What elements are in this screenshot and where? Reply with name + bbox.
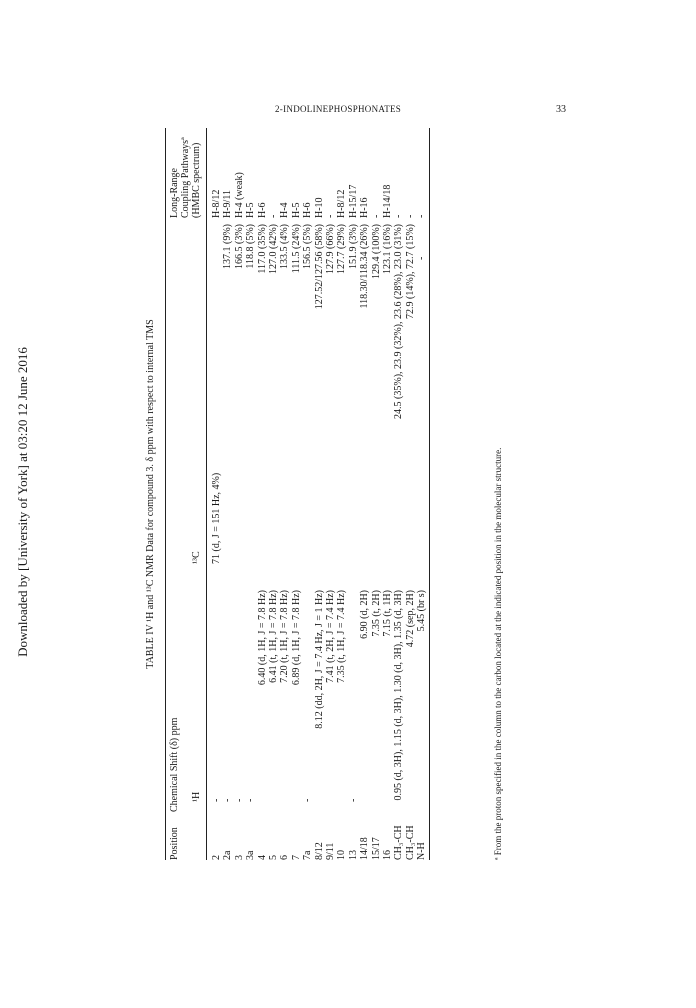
c-shift-cell: 72.9 (14%), 72.7 (15%) — [404, 224, 416, 319]
c-nmr-header: ¹³C — [191, 551, 202, 564]
c-shift-cell: 24.5 (35%), 23.9 (32%), 23.6 (28%), 23.0 (31%) — [393, 224, 405, 419]
h-nmr-header: ¹H — [191, 791, 202, 802]
coupling-header-line3: (HMBC spectrum) — [191, 142, 202, 218]
c-shift-cell: 166.5 (3%) — [233, 224, 245, 269]
c-shift-cell: 127.9 (66%) — [325, 224, 336, 274]
table-row — [222, 128, 233, 860]
table-row — [302, 128, 313, 860]
coupling-cell: - — [268, 214, 279, 218]
table-row — [348, 128, 359, 860]
coupling-cell: H-4 (weak) — [233, 172, 245, 218]
table-footnote: ª From the proton specified in the column to the carbon located at the indicated position in the molecular structure. — [493, 447, 503, 860]
c-shift-cell: - — [416, 256, 428, 260]
coupling-cell: H-8/12 — [211, 189, 222, 218]
c-shift-cell: 127.7 (29%) — [336, 224, 348, 274]
h-shift-cell: 7.15 (t, 1H) — [382, 590, 393, 637]
c-shift-cell: 118.8 (5%) — [245, 224, 257, 269]
c-shift-cell: 127.52/127.56 (58%) — [313, 224, 325, 310]
coupling-cell: H-5 — [290, 202, 302, 218]
table-row — [279, 128, 290, 860]
c-shift-cell: 117.0 (35%) — [256, 224, 268, 274]
coupling-cell: H-8/12 — [336, 189, 348, 218]
h-shift-cell: - — [245, 798, 257, 802]
table-row — [291, 128, 302, 860]
h-shift-cell: - — [347, 798, 359, 802]
coupling-header-line2: Coupling Pathwaysª — [180, 137, 191, 218]
table-row — [234, 128, 245, 860]
position-cell: 3a — [245, 850, 257, 860]
c-shift-cell: 151.9 (3%) — [347, 224, 359, 269]
h-shift-cell: 5.45 (br s) — [416, 590, 428, 632]
position-cell: N-H — [416, 842, 428, 860]
c-shift-cell: 133.5 (4%) — [279, 224, 291, 269]
coupling-cell: H-9/11 — [222, 190, 234, 218]
position-cell: 2 — [211, 855, 222, 860]
h-shift-cell: 8.12 (dd, 2H, J = 7.4 Hz, J = 1 Hz) — [313, 590, 325, 729]
table-row — [405, 128, 416, 860]
coupling-cell: - — [370, 214, 382, 218]
h-shift-cell: 6.41 (t, 1H, J = 7.8 Hz) — [268, 590, 279, 683]
table-row — [336, 128, 347, 860]
position-cell: 4 — [256, 855, 268, 860]
position-cell: 15/17 — [370, 837, 382, 860]
position-cell: 3 — [233, 855, 245, 860]
nmr-table-rotated — [145, 128, 505, 860]
position-cell: 14/18 — [359, 837, 371, 860]
coupling-cell: - — [416, 214, 428, 218]
position-cell: 16 — [382, 850, 393, 860]
table-bottom-rule — [429, 128, 430, 860]
position-cell: CH₃-CH — [404, 825, 416, 860]
c-shift-cell: 111.5 (24%) — [290, 224, 302, 274]
table-row — [245, 128, 256, 860]
coupling-cell: - — [393, 214, 405, 218]
table-top-rule — [165, 128, 166, 860]
position-header: Position — [169, 827, 180, 860]
c-shift-cell: 123.1 (16%) — [382, 224, 393, 274]
coupling-cell: - — [404, 214, 416, 218]
h-shift-cell: 6.89 (d, 1H, J = 7.8 Hz) — [290, 590, 302, 686]
table-row — [257, 128, 268, 860]
h-shift-cell: 6.40 (d, 1H, J = 7.8 Hz) — [256, 590, 268, 686]
table-header-rule — [206, 128, 207, 860]
h-shift-cell: 7.20 (t, 1H, J = 7.8 Hz) — [279, 590, 291, 683]
position-cell: 5 — [268, 855, 279, 860]
coupling-cell: H-6 — [256, 202, 268, 218]
nmr-table — [145, 128, 505, 860]
shift-group-header: Chemical Shift (δ) ppm — [169, 717, 180, 812]
coupling-cell: - — [325, 214, 336, 218]
coupling-cell: H-5 — [245, 202, 257, 218]
position-cell: CH₃-CH — [393, 825, 405, 860]
table-row — [382, 128, 393, 860]
c-shift-cell: 127.0 (42%) — [268, 224, 279, 274]
position-cell: 8/12 — [313, 842, 325, 860]
h-shift-cell: 7.35 (t, 2H) — [370, 590, 382, 637]
position-cell: 2a — [222, 850, 234, 860]
h-shift-cell: 4.72 (sep, 2H) — [404, 590, 416, 648]
coupling-cell: H-15/17 — [347, 184, 359, 218]
position-cell: 13 — [347, 850, 359, 860]
h-shift-cell: - — [302, 798, 314, 802]
c-shift-cell: 71 (d, J = 151 Hz, 4%) — [211, 472, 222, 564]
c-shift-cell: 129.4 (100%) — [370, 224, 382, 279]
coupling-cell: H-14/18 — [382, 184, 393, 218]
coupling-cell: H-10 — [313, 197, 325, 218]
c-shift-cell: 137.1 (9%) — [222, 224, 234, 269]
coupling-cell: H-16 — [359, 197, 371, 218]
c-shift-cell: 118.30/118.34 (26%) — [359, 224, 371, 309]
h-shift-cell: - — [233, 798, 245, 802]
table-row — [359, 128, 370, 860]
table-row — [211, 128, 222, 860]
coupling-cell: H-6 — [302, 202, 314, 218]
table-row — [325, 128, 336, 860]
download-note-text: Downloaded by [University of York] at 03:20 12 June 2016 — [15, 347, 30, 657]
coupling-header-line1: Long-Range — [169, 168, 180, 218]
h-shift-cell: 7.35 (t, 1H, J = 7.4 Hz) — [336, 590, 348, 683]
h-shift-cell: 7.41 (t, 2H, J = 7.4 Hz) — [325, 590, 336, 683]
running-title: 2-INDOLINEPHOSPHONATES — [275, 104, 402, 114]
h-shift-cell: - — [211, 798, 222, 802]
coupling-cell: H-4 — [279, 202, 291, 218]
download-note — [14, 304, 32, 700]
table-caption: TABLE IV ¹H and ¹³C NMR Data for compound 3. δ ppm with respect to internal TMS — [145, 319, 156, 669]
position-cell: 10 — [336, 850, 348, 860]
position-cell: 6 — [279, 855, 291, 860]
table-row — [268, 128, 279, 860]
position-cell: 7a — [302, 850, 314, 860]
table-row — [314, 128, 325, 860]
position-cell: 9/11 — [325, 842, 336, 860]
h-shift-cell: 6.90 (d, 2H) — [359, 590, 371, 639]
h-shift-cell: - — [222, 798, 234, 802]
table-row — [416, 128, 427, 860]
c-shift-cell: 156.5 (5%) — [302, 224, 314, 269]
table-row — [393, 128, 404, 860]
page-number: 33 — [556, 104, 566, 115]
h-shift-cell: 0.95 (d, 3H), 1.15 (d, 3H), 1.30 (d, 3H), 1.35 (d, 3H) — [393, 590, 405, 801]
table-row — [371, 128, 382, 860]
position-cell: 7 — [290, 855, 302, 860]
